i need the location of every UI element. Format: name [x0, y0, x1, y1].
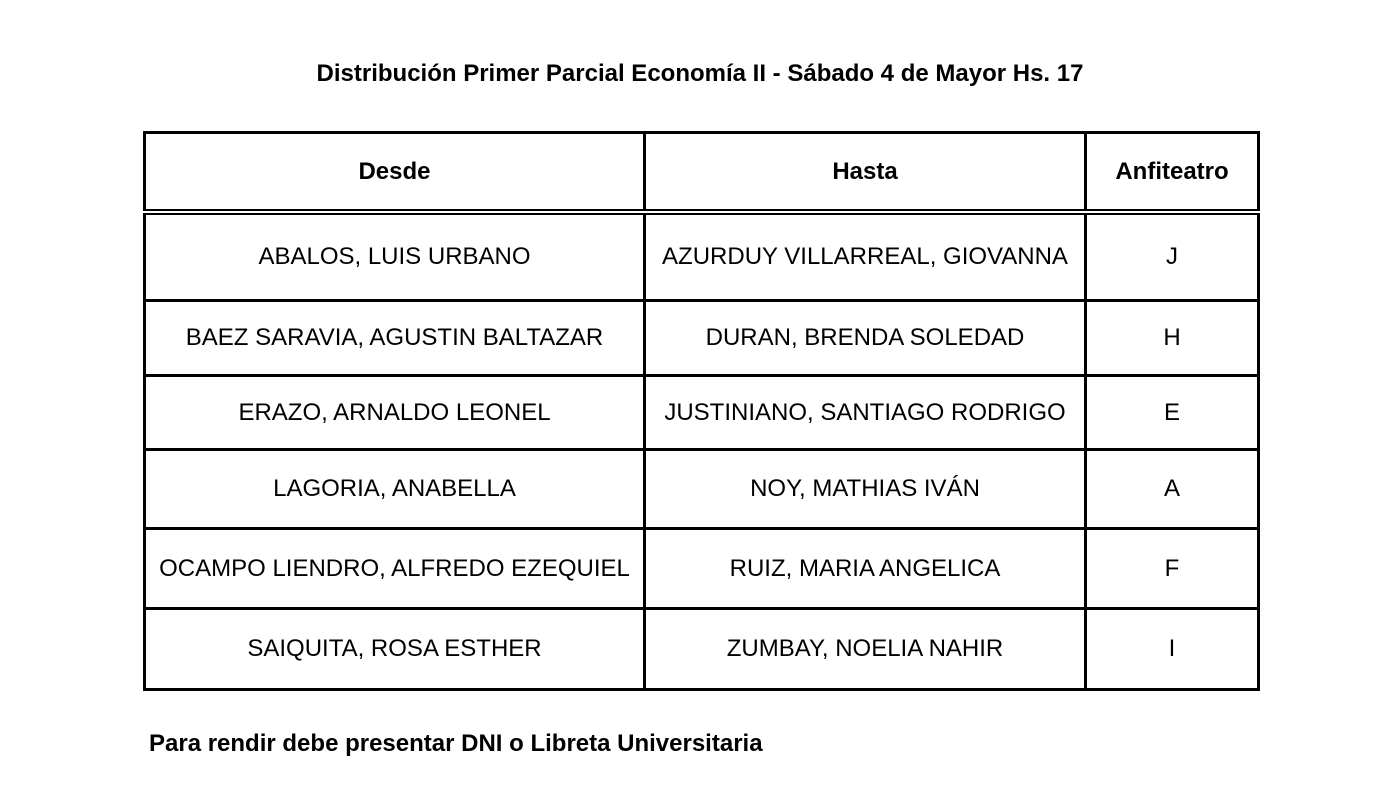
distribution-table-container: [143, 131, 1260, 691]
cell-from: ERAZO, ARNALDO LEONEL: [145, 376, 645, 450]
cell-to: ZUMBAY, NOELIA NAHIR: [645, 609, 1086, 690]
cell-to: NOY, MATHIAS IVÁN: [645, 450, 1086, 529]
table-row: [145, 376, 1259, 450]
cell-amphitheater: J: [1086, 212, 1259, 301]
cell-from: ABALOS, LUIS URBANO: [145, 212, 645, 301]
table-row: [145, 301, 1259, 376]
header-to: Hasta: [645, 133, 1086, 213]
requirement-note: Para rendir debe presentar DNI o Libreta Universitaria: [149, 730, 763, 757]
cell-to: RUIZ, MARIA ANGELICA: [645, 529, 1086, 609]
cell-to: AZURDUY VILLARREAL, GIOVANNA: [645, 212, 1086, 301]
table-row: [145, 609, 1259, 690]
table-row: [145, 529, 1259, 609]
cell-amphitheater: I: [1086, 609, 1259, 690]
table-body: [145, 212, 1259, 690]
cell-from: OCAMPO LIENDRO, ALFREDO EZEQUIEL: [145, 529, 645, 609]
cell-amphitheater: H: [1086, 301, 1259, 376]
cell-to: JUSTINIANO, SANTIAGO RODRIGO: [645, 376, 1086, 450]
cell-amphitheater: F: [1086, 529, 1259, 609]
cell-amphitheater: E: [1086, 376, 1259, 450]
header-amphitheater: Anfiteatro: [1086, 133, 1259, 213]
cell-amphitheater: A: [1086, 450, 1259, 529]
cell-from: SAIQUITA, ROSA ESTHER: [145, 609, 645, 690]
table-row: [145, 212, 1259, 301]
table-row: [145, 450, 1259, 529]
cell-from: BAEZ SARAVIA, AGUSTIN BALTAZAR: [145, 301, 645, 376]
cell-from: LAGORIA, ANABELLA: [145, 450, 645, 529]
table-header: [145, 133, 1259, 213]
header-from: Desde: [145, 133, 645, 213]
header-row: [145, 133, 1259, 213]
page-title: Distribución Primer Parcial Economía II - Sábado 4 de Mayor Hs. 17: [316, 60, 1084, 87]
distribution-table: [143, 131, 1260, 691]
cell-to: DURAN, BRENDA SOLEDAD: [645, 301, 1086, 376]
